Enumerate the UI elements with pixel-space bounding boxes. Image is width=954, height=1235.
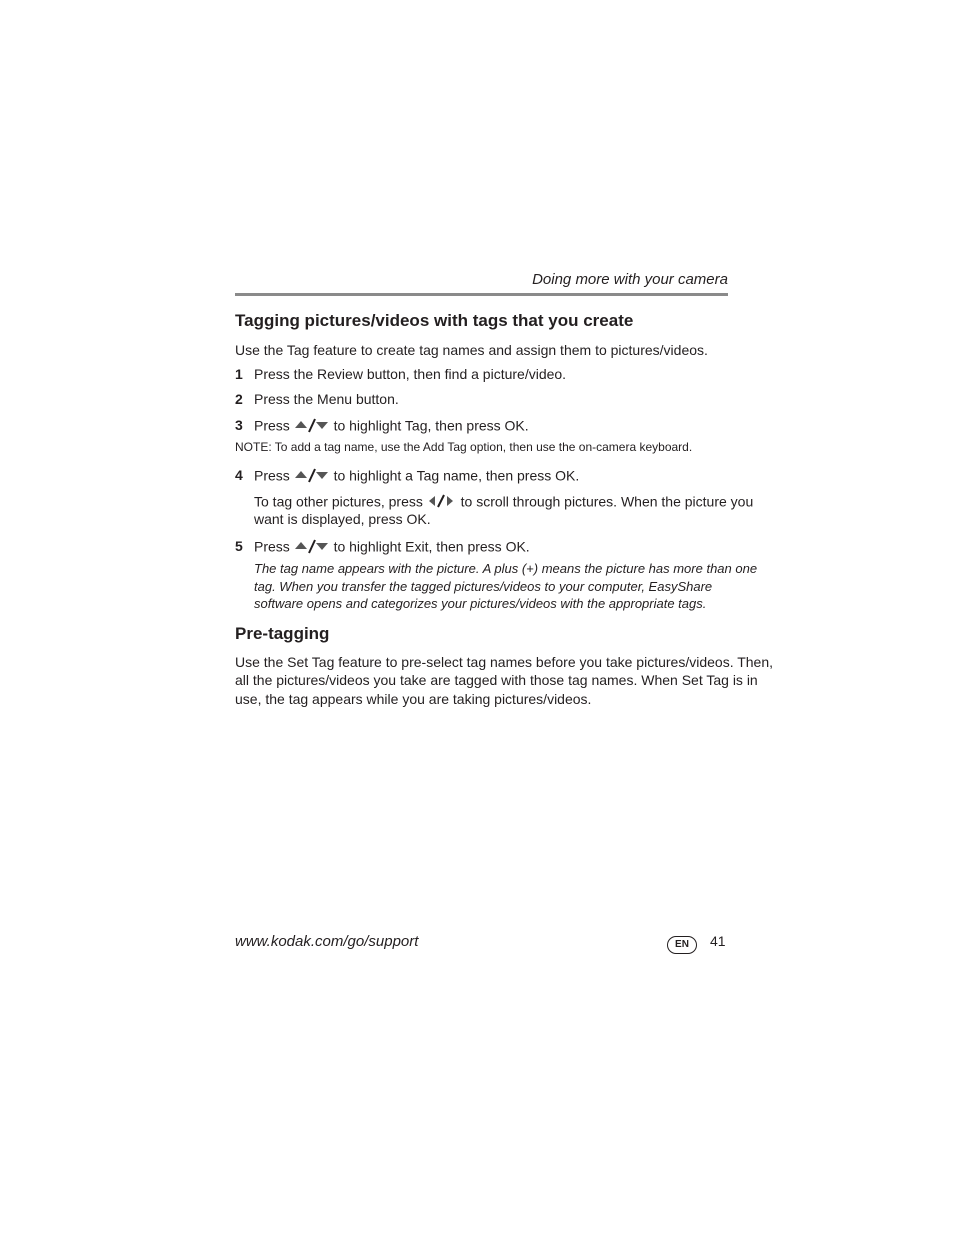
header-rule bbox=[235, 293, 728, 296]
step-number: 4 bbox=[235, 467, 243, 483]
up-down-arrows-icon bbox=[294, 416, 330, 438]
sub-text: want is displayed, press OK. bbox=[254, 511, 431, 527]
up-down-arrows-icon bbox=[294, 537, 330, 559]
step-text: to highlight a Tag name, then press OK. bbox=[333, 467, 580, 484]
italic-note-line: software opens and categorizes your pictures/videos with the appropriate tags. bbox=[254, 596, 707, 611]
page-number: 41 bbox=[710, 933, 726, 949]
pretagging-line: use, the tag appears while you are taking pictures/videos. bbox=[235, 691, 592, 707]
sub-text: To tag other pictures, press bbox=[254, 493, 423, 510]
pretagging-line: all the pictures/videos you take are tagged with those tag names. When Set Tag is in bbox=[235, 672, 758, 688]
intro-paragraph: Use the Tag feature to create tag names and assign them to pictures/videos. bbox=[235, 342, 708, 358]
left-right-arrows-icon bbox=[427, 492, 457, 514]
step-text: Press bbox=[254, 538, 290, 555]
step-number: 3 bbox=[235, 417, 243, 433]
step-text: to highlight Tag, then press OK. bbox=[333, 417, 529, 434]
running-header: Doing more with your camera bbox=[532, 271, 728, 288]
step-3 bbox=[254, 416, 529, 438]
section-title-pretagging: Pre-tagging bbox=[235, 624, 330, 643]
up-down-arrows-icon bbox=[294, 466, 330, 488]
step-number: 1 bbox=[235, 366, 243, 382]
step-text: Press bbox=[254, 417, 290, 434]
pretagging-line: Use the Set Tag feature to pre-select tag names before you take pictures/videos. Then, bbox=[235, 654, 774, 670]
italic-note-line: tag. When you transfer the tagged pictures/videos to your computer, EasyShare bbox=[254, 579, 713, 594]
step-text: Press bbox=[254, 467, 290, 484]
sub-text: to scroll through pictures. When the picture you bbox=[460, 493, 754, 510]
step-5 bbox=[254, 537, 530, 559]
step-text: to highlight Exit, then press OK. bbox=[333, 538, 530, 555]
note-text: NOTE: To add a tag name, use the Add Tag option, then use the on-camera keyboard. bbox=[235, 440, 693, 454]
step-4 bbox=[254, 466, 579, 488]
step-number: 5 bbox=[235, 538, 243, 554]
footer-url: www.kodak.com/go/support bbox=[235, 933, 419, 950]
italic-note-line: The tag name appears with the picture. A plus (+) means the picture has more than one bbox=[254, 561, 758, 576]
language-badge: EN bbox=[667, 936, 697, 954]
step-number: 2 bbox=[235, 391, 243, 407]
step-text: Press the Menu button. bbox=[254, 391, 399, 407]
step-text: Press the Review button, then find a picture/video. bbox=[254, 366, 567, 382]
section-title-tagging: Tagging pictures/videos with tags that you create bbox=[235, 311, 634, 330]
